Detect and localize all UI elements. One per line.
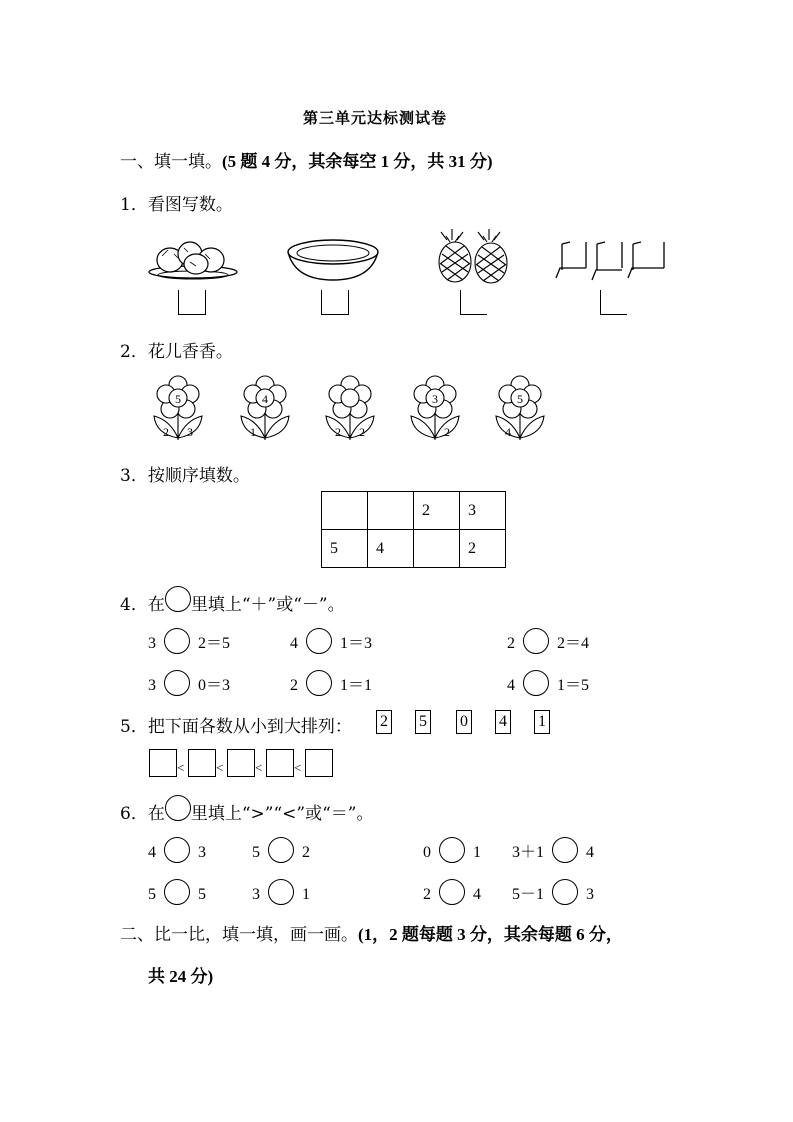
grid-cell: 3	[460, 492, 506, 530]
flower-center-number: 5	[175, 392, 181, 406]
q5-answer-box[interactable]	[227, 749, 255, 777]
q5-answer-box[interactable]	[266, 749, 294, 777]
table-row	[322, 530, 506, 568]
answer-circle[interactable]	[552, 879, 578, 905]
flower-icon	[326, 376, 374, 440]
q6-item: 5 5	[148, 879, 206, 905]
right-leaf-number: 2	[444, 425, 450, 439]
flower-center-number: 5	[517, 392, 523, 406]
q1-answer-box-4[interactable]	[600, 290, 627, 315]
q1-pictures	[0, 228, 793, 318]
q5-answer-box[interactable]	[305, 749, 333, 777]
q1-answer-box-2[interactable]	[321, 290, 349, 315]
q2-flowers	[0, 370, 793, 450]
answer-circle[interactable]	[306, 628, 332, 654]
answer-circle[interactable]	[164, 837, 190, 863]
right-leaf-number: 3	[187, 425, 193, 439]
answer-circle[interactable]	[164, 628, 190, 654]
flower-center-number: 3	[432, 392, 438, 406]
q6-item: 5－1 3	[512, 879, 594, 905]
q6-item: 5 2	[252, 837, 310, 863]
answer-circle[interactable]	[306, 670, 332, 696]
flower-center-number: 4	[262, 392, 268, 406]
answer-circle[interactable]	[164, 879, 190, 905]
left-leaf-number: 2	[163, 425, 169, 439]
q5-label: 5．把下面各数从小到大排列：	[120, 717, 352, 737]
less-than-sign: <	[177, 760, 185, 775]
grid-cell: 4	[368, 530, 414, 568]
grid-cell: 2	[460, 530, 506, 568]
circle-icon	[165, 586, 191, 612]
grid-cell[interactable]	[414, 530, 460, 568]
right-leaf-number: 2	[359, 425, 365, 439]
section-2-score: (1，2 题每题 3 分，其余每题 6 分，	[358, 925, 623, 944]
stools-icon	[556, 242, 664, 280]
q5-number-card: 1	[534, 710, 550, 734]
flower-icon	[241, 376, 289, 440]
q6-item: 4 3	[148, 837, 206, 863]
circle-icon	[165, 795, 191, 821]
q4-item: 3 0＝3	[148, 670, 230, 696]
q4-item: 4 1＝3	[290, 628, 372, 654]
q5-number-card: 0	[456, 710, 472, 734]
section-2-heading	[120, 920, 623, 945]
answer-circle[interactable]	[523, 670, 549, 696]
less-than-sign: <	[294, 760, 302, 775]
answer-circle[interactable]	[552, 837, 578, 863]
q4-label-end: 里填上“＋”或“－”。	[190, 595, 345, 615]
answer-circle[interactable]	[164, 670, 190, 696]
section-1-heading	[120, 147, 493, 172]
flower-icon	[154, 376, 202, 440]
table-row	[322, 492, 506, 530]
pineapples-icon	[439, 229, 507, 283]
flower-icon	[411, 376, 459, 440]
answer-circle[interactable]	[268, 879, 294, 905]
q3-label: 3．按顺序填数。	[120, 466, 250, 486]
q1-answer-box-1[interactable]	[178, 290, 206, 315]
q1-label: 1．看图写数。	[120, 195, 233, 215]
q3-number-grid	[321, 491, 506, 568]
less-than-sign: <	[216, 760, 224, 775]
q6-item: 2 4	[423, 879, 481, 905]
q5-number-card: 4	[495, 710, 511, 734]
answer-circle[interactable]	[439, 879, 465, 905]
q4-item: 2 2＝4	[507, 628, 589, 654]
q4-item: 2 1＝1	[290, 670, 372, 696]
q5-number-card: 2	[376, 710, 392, 734]
q4-item: 3 2＝5	[148, 628, 230, 654]
q6-label-end: 里填上“>”“<”或“＝”。	[190, 804, 374, 824]
section-1-prefix: 一、填一填。	[120, 152, 222, 172]
q4-label	[120, 586, 345, 615]
left-leaf-number: 1	[250, 425, 256, 439]
empty-bowl-icon	[288, 240, 378, 280]
q6-item: 0 1	[423, 837, 481, 863]
q5-number-card: 5	[415, 710, 431, 734]
q4-item: 4 1＝5	[507, 670, 589, 696]
section-2-prefix: 二、比一比，填一填，画一画。	[120, 925, 358, 945]
q5-answer-box[interactable]	[149, 749, 177, 777]
page-title: 第三单元达标测试卷	[303, 109, 448, 127]
q5-answer-box[interactable]	[188, 749, 216, 777]
section-1-score: (5 题 4 分，其余每空 1 分，共 31 分)	[222, 152, 493, 171]
less-than-sign: <	[255, 760, 263, 775]
q1-answer-box-3[interactable]	[460, 290, 487, 315]
q6-item: 3＋1 4	[512, 837, 594, 863]
q6-label	[120, 795, 373, 824]
grid-cell[interactable]	[322, 492, 368, 530]
q4-label-start: 4．在	[120, 595, 165, 615]
q6-item: 3 1	[252, 879, 310, 905]
section-2-heading-cont	[148, 962, 213, 987]
fruit-plate-icon	[149, 242, 237, 279]
grid-cell[interactable]	[368, 492, 414, 530]
left-leaf-number: 2	[335, 425, 341, 439]
left-leaf-number: 4	[505, 425, 511, 439]
answer-circle[interactable]	[439, 837, 465, 863]
answer-circle[interactable]	[523, 628, 549, 654]
section-2-score-cont: 共 24 分)	[148, 967, 214, 986]
q2-label: 2．花儿香香。	[120, 342, 233, 362]
answer-circle[interactable]	[268, 837, 294, 863]
grid-cell: 5	[322, 530, 368, 568]
q6-label-start: 6．在	[120, 804, 165, 824]
grid-cell: 2	[414, 492, 460, 530]
flower-icon	[496, 376, 544, 440]
